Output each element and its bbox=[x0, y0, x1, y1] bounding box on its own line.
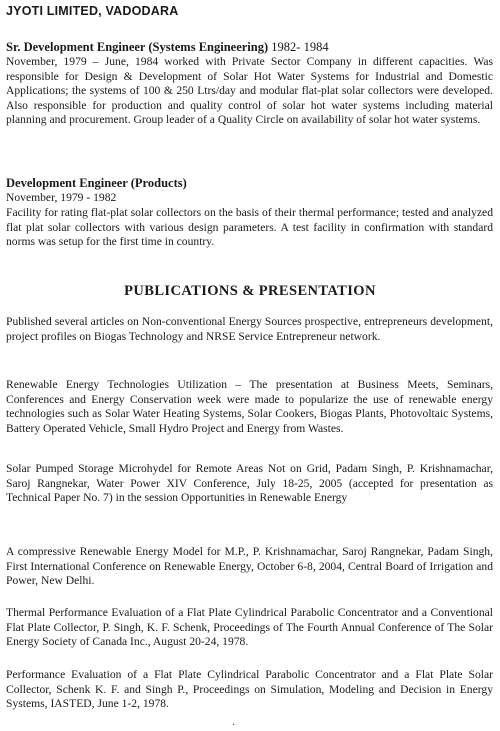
job-title-senior bbox=[6, 40, 329, 55]
job-years-senior: 1982- 1984 bbox=[268, 40, 329, 54]
publication-item: Published several articles on Non-conventional Energy Sources prospective, entrepreneurs development, project profiles on Biogas Technology and NRSE Service Entrepreneur network. bbox=[6, 315, 493, 343]
publication-item: Thermal Performance Evaluation of a Flat Plate Cylindrical Parabolic Concentrator and a Conventional Flat Plate Collector, P. Singh, K. F. Schenk, Proceedings of The Fourth Annual Conference of The Solar Energy Society of Canada Inc., August 20-24, 1978. bbox=[6, 606, 493, 649]
publication-item: Renewable Energy Technologies Utilization – The presentation at Business Meets, Seminars, Conferences and Energy Conservation week were made to popularize the use of renewable energy technologies such as Solar Water Heating Systems, Solar Cookers, Biogas Plants, Photovoltaic Systems, Battery Operated Vehicle, Small Hydro Project and Energy from Wastes. bbox=[6, 378, 493, 435]
job-title-development-label: Development Engineer (Products) bbox=[6, 176, 187, 190]
publication-item: Solar Pumped Storage Microhydel for Remote Areas Not on Grid, Padam Singh, P. Krishnamachar, Saroj Rangnekar, Water Power XIV Conference, July 18-25, 2005 (accepted for presentation as Technical Paper No. 7) in the session Opportunities in Renewable Energy bbox=[6, 462, 493, 505]
publications-heading: PUBLICATIONS & PRESENTATION bbox=[124, 283, 376, 299]
company-heading: JYOTI LIMITED, VADODARA bbox=[6, 4, 179, 18]
page-mark: · bbox=[232, 720, 236, 731]
job-title-senior-label: Sr. Development Engineer (Systems Engineering) bbox=[6, 40, 269, 54]
job-title-development bbox=[6, 176, 187, 191]
job-description-development: Facility for rating flat-plat solar collectors on the basis of their thermal performance; tested and analyzed flat plat solar collectors with various design parameters. A test facility in confirmation with standard norms was setup for the first time in country. bbox=[6, 206, 493, 249]
job-period-development: November, 1979 - 1982 bbox=[6, 191, 117, 204]
job-description-senior: November, 1979 – June, 1984 worked with Private Sector Company in different capacities. Was responsible for Design & Development of Solar Hot Water Systems for Industrial and Domestic Applications; the systems of 100 & 250 Ltrs/day and modular flat-plat solar collectors were developed. Also responsible for production and quality control of solar hot water systems including material planning and procurement. Group leader of a Quality Circle on availability of solar hot water systems. bbox=[6, 55, 493, 127]
publication-item: A compressive Renewable Energy Model for M.P., P. Krishnamachar, Saroj Rangnekar, Padam Singh, First International Conference on Renewable Energy, October 6-8, 2004, Central Board of Irrigation and Power, New Delhi. bbox=[6, 545, 493, 588]
publication-item: Performance Evaluation of a Flat Plate Cylindrical Parabolic Concentrator and a Flat Plate Solar Collector, Schenk K. F. and Singh P., Proceedings on Simulation, Modeling and Decision in Energy Systems, IASTED, June 1-2, 1978. bbox=[6, 668, 493, 711]
